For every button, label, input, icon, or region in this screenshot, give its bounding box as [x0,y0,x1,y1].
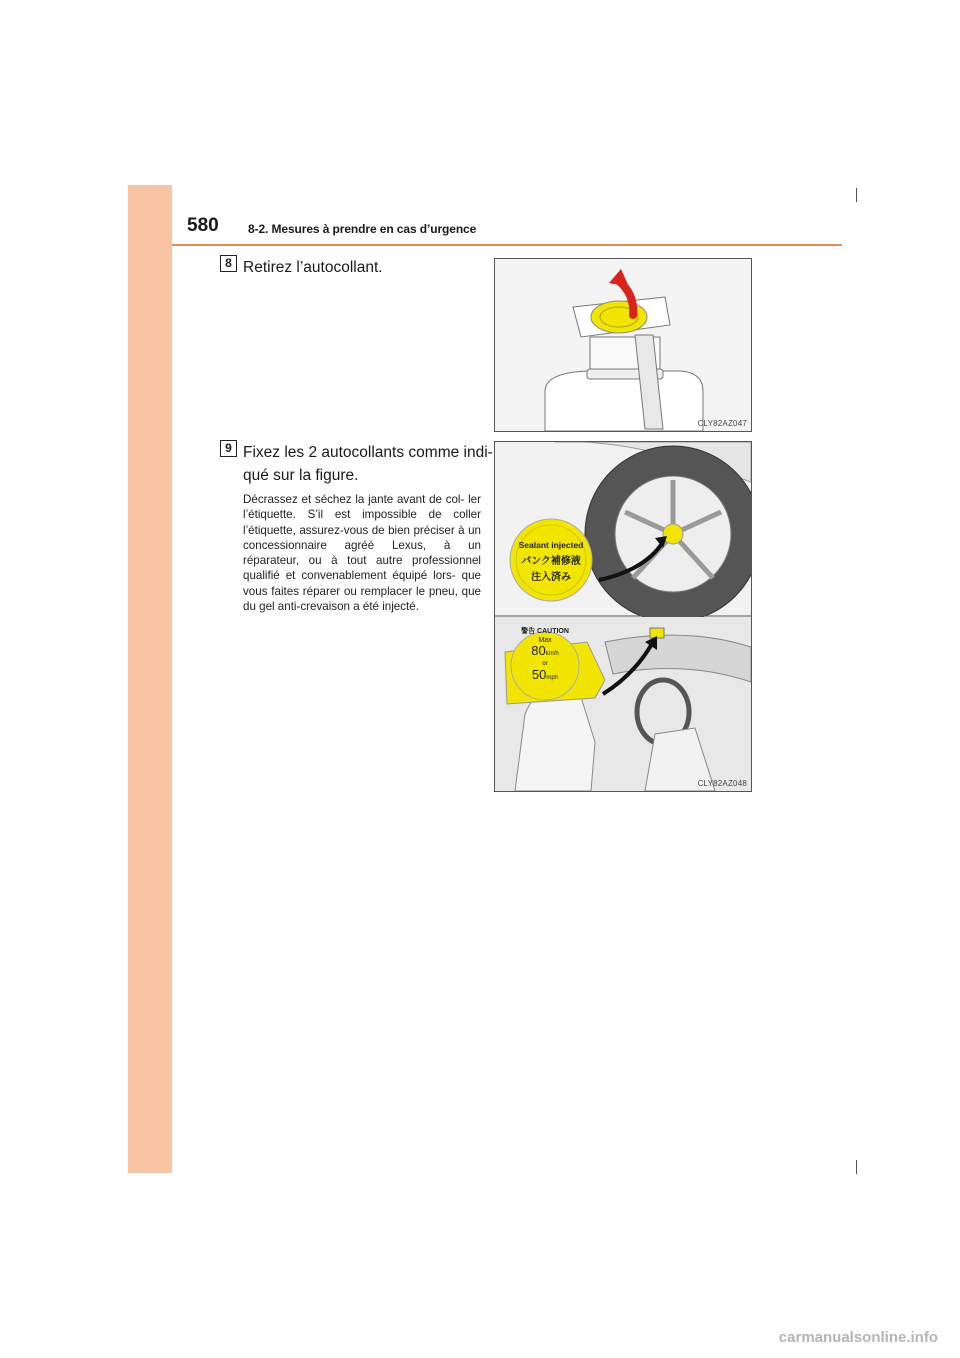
step-9-instruction-line2: qué sur la figure. [243,467,359,484]
header-rule [172,244,842,246]
sticker-caution-max: Max [538,637,552,644]
crop-mark-bottom [856,1160,857,1174]
sticker-caution-unit-kmh: km/h [545,651,559,657]
step-9-instruction-line1: Fixez les 2 autocollants comme indi- [243,444,493,461]
sticker-caution-warning-jp: 警告 [521,628,536,635]
side-tab-strip [128,185,172,1173]
sticker-caution-or: or [542,661,548,667]
bottle-cap-illustration [495,259,751,431]
page-number: 580 [187,215,219,236]
figure-code: CLY82AZ048 [697,779,747,788]
figure-sticker-placement [494,441,752,792]
figure-remove-sticker [494,258,752,432]
step-badge-8: 8 [220,255,237,272]
step-badge-9: 9 [220,440,237,457]
watermark: carmanualsonline.info [778,1329,938,1346]
sticker-caution-speed-kmh: 80 [531,643,546,658]
sticker-sealant-line1: Sealant injected [518,540,584,550]
wheel-and-dashboard-illustration [495,442,751,791]
sticker-caution-unit-mph: mph [546,675,559,681]
crop-mark-top [856,188,857,202]
step-8-instruction: Retirez l’autocollant. [243,259,383,276]
sticker-caution [511,624,579,692]
section-title: 8-2. Mesures à prendre en cas d’urgence [248,222,477,236]
sticker-sealant-line2: パンク補修液 [521,556,581,567]
sticker-sealant-line3: 注入済み [531,572,571,583]
step-9-note: Décrassez et séchez la jante avant de col- ler l’étiquette. S’il est impossible de coller l’étiquette, assurez-vous de bien préciser à un concessionnaire agréé Lexus, à un réparateur, ou à tout autre professionnel qualifié et convenablement équipé lors- que vous faites réparer ou remplacer le pneu, que du gel anti-crevaison a été injecté. [243,493,481,614]
sticker-sealant-injected [511,520,591,600]
sticker-caution-label: CAUTION [537,628,569,635]
figure-code: CLY82AZ047 [697,419,747,428]
sticker-caution-speed-mph: 50 [531,667,547,682]
